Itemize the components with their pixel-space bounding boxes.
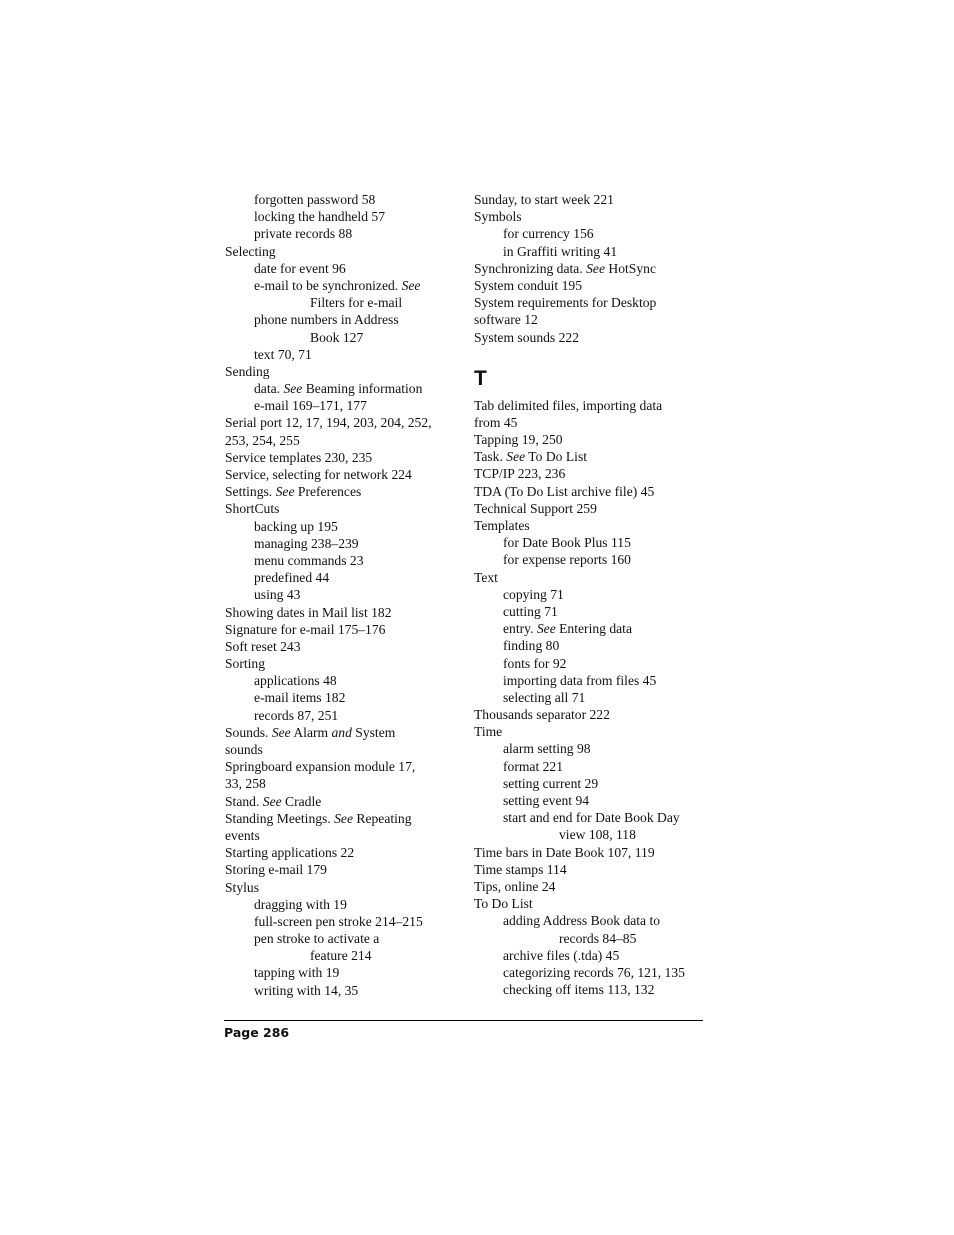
entry-text: backing up 195 xyxy=(254,518,338,534)
entry-text: Showing dates in Mail list 182 xyxy=(225,604,392,620)
index-entry xyxy=(225,655,455,672)
page-number: Page 286 xyxy=(224,1025,290,1040)
entry-text: To Do List xyxy=(474,896,533,912)
entry-text: software 12 xyxy=(474,312,538,328)
index-entry xyxy=(474,260,714,277)
index-entry xyxy=(225,724,455,741)
index-subentry xyxy=(225,380,455,397)
cross-reference-keyword: See xyxy=(271,724,291,740)
index-entry xyxy=(474,414,714,431)
entry-text: Time xyxy=(474,724,503,740)
index-subentry xyxy=(225,569,455,586)
index-subentry xyxy=(474,912,714,929)
entry-text: adding Address Book data to xyxy=(503,913,661,929)
index-subentry xyxy=(474,792,714,809)
index-continuation xyxy=(225,947,455,964)
footer-divider xyxy=(224,1020,703,1021)
entry-text: Technical Support 259 xyxy=(474,500,597,516)
entry-text: Stylus xyxy=(225,879,259,895)
entry-text: locking the handheld 57 xyxy=(254,209,385,225)
index-entry xyxy=(474,208,714,225)
index-subentry xyxy=(474,689,714,706)
index-continuation xyxy=(225,294,455,311)
entry-text: Serial port 12, 17, 194, 203, 204, 252, xyxy=(225,415,432,431)
entry-text: Tab delimited files, importing data xyxy=(474,397,663,413)
entry-text: data. xyxy=(254,381,284,397)
index-entry xyxy=(225,741,455,758)
entry-text: categorizing records 76, 121, 135 xyxy=(503,964,685,980)
entry-text: date for event 96 xyxy=(254,260,346,276)
index-entry xyxy=(225,844,455,861)
entry-text: applications 48 xyxy=(254,673,337,689)
index-entry xyxy=(474,448,714,465)
cross-reference-keyword: See xyxy=(401,277,421,293)
index-entry xyxy=(474,397,714,414)
entry-text: sounds xyxy=(225,742,263,757)
entry-text: fonts for 92 xyxy=(503,655,567,671)
entry-text: dragging with 19 xyxy=(254,896,347,912)
index-entry xyxy=(474,191,714,208)
index-entry xyxy=(225,604,455,621)
index-entry xyxy=(474,569,714,586)
entry-text: Storing e-mail 179 xyxy=(225,862,327,878)
entry-text: Service, selecting for network 224 xyxy=(225,467,412,482)
entry-text: Service templates 230, 235 xyxy=(225,449,373,465)
cross-reference-keyword: See xyxy=(334,810,353,826)
entry-text: Sending xyxy=(225,363,270,379)
entry-text: entry. xyxy=(503,621,537,637)
index-subentry xyxy=(225,397,455,414)
index-subentry xyxy=(225,930,455,947)
entry-text: setting current 29 xyxy=(503,775,599,791)
entry-text: Templates xyxy=(474,518,530,533)
index-subentry xyxy=(474,947,714,964)
index-entry xyxy=(474,294,714,311)
cross-reference-keyword: See xyxy=(506,449,526,465)
entry-text: menu commands 23 xyxy=(254,552,364,568)
index-subentry xyxy=(225,225,455,242)
entry-text: ShortCuts xyxy=(225,501,280,517)
entry-text: Sorting xyxy=(225,656,266,672)
index-column-right xyxy=(474,191,714,998)
entry-text: records 84–85 xyxy=(559,930,637,946)
entry-text: tapping with 19 xyxy=(254,965,340,981)
index-subentry xyxy=(474,586,714,603)
entry-text: Starting applications 22 xyxy=(225,845,355,861)
index-subentry xyxy=(225,672,455,689)
index-entry xyxy=(474,861,714,878)
index-subentry xyxy=(225,689,455,706)
cross-reference-keyword: See xyxy=(283,381,303,397)
index-entry xyxy=(225,758,455,775)
entry-text: Soft reset 243 xyxy=(225,638,301,654)
entry-text: Beaming information xyxy=(302,381,423,397)
index-entry xyxy=(225,861,455,878)
entry-text: cutting 71 xyxy=(503,603,558,619)
index-entry xyxy=(225,466,455,483)
index-entry xyxy=(474,895,714,912)
index-entry xyxy=(225,414,455,431)
index-subentry xyxy=(225,707,455,724)
index-subentry xyxy=(225,964,455,981)
entry-text: Repeating xyxy=(353,810,412,826)
index-subentry xyxy=(225,535,455,552)
entry-text: importing data from files 45 xyxy=(503,672,657,688)
index-subentry xyxy=(474,981,714,998)
entry-text: format 221 xyxy=(503,758,564,774)
entry-text: Tips, online 24 xyxy=(474,878,556,894)
index-entry xyxy=(474,723,714,740)
index-subentry xyxy=(474,534,714,551)
entry-text: archive files (.tda) 45 xyxy=(503,947,620,963)
index-entry xyxy=(225,500,455,517)
index-subentry xyxy=(225,552,455,569)
index-section-s-continued xyxy=(474,191,714,346)
index-entry xyxy=(225,879,455,896)
entry-text: Synchronizing data. xyxy=(474,260,587,276)
entry-text: phone numbers in Address xyxy=(254,312,399,328)
entry-text: Thousands separator 222 xyxy=(474,707,610,723)
entry-text: TCP/IP 223, 236 xyxy=(474,466,566,482)
entry-text: Cradle xyxy=(281,793,322,809)
index-entry xyxy=(474,465,714,482)
entry-text: Text xyxy=(474,569,498,585)
index-subentry xyxy=(474,603,714,620)
entry-text: Filters for e-mail xyxy=(310,295,403,311)
entry-text: writing with 14, 35 xyxy=(254,982,359,998)
entry-text: full-screen pen stroke 214–215 xyxy=(254,913,423,929)
index-subentry xyxy=(474,637,714,654)
index-subentry xyxy=(225,982,455,999)
entry-text: e-mail to be synchronized. xyxy=(254,277,402,293)
entry-text: Task. xyxy=(474,449,507,465)
index-entry xyxy=(474,706,714,723)
index-subentry xyxy=(474,809,714,826)
entry-text: records 87, 251 xyxy=(254,707,339,723)
index-subentry xyxy=(225,260,455,277)
index-entry xyxy=(474,329,714,346)
cross-reference-keyword: See xyxy=(536,621,556,637)
index-subentry xyxy=(474,225,714,242)
entry-text: HotSync xyxy=(605,260,656,276)
entry-text: selecting all 71 xyxy=(503,689,586,705)
index-entry xyxy=(225,793,455,810)
index-entry xyxy=(225,621,455,638)
entry-text: Alarm xyxy=(290,724,332,740)
entry-text: Sunday, to start week 221 xyxy=(474,192,614,207)
entry-text: To Do List xyxy=(525,449,588,465)
entry-text: using 43 xyxy=(254,587,301,603)
entry-text: predefined 44 xyxy=(254,570,330,586)
index-subentry xyxy=(225,191,455,208)
index-continuation xyxy=(225,329,455,346)
entry-text: 253, 254, 255 xyxy=(225,432,300,448)
entry-text: 33, 258 xyxy=(225,776,266,792)
entry-text: Preferences xyxy=(294,484,362,500)
entry-text: Standing Meetings. xyxy=(225,810,335,826)
entry-text: e-mail items 182 xyxy=(254,690,346,706)
entry-text: start and end for Date Book Day xyxy=(503,810,680,826)
entry-text: Entering data xyxy=(555,621,632,637)
index-entry xyxy=(225,775,455,792)
index-entry xyxy=(225,449,455,466)
entry-text: checking off items 113, 132 xyxy=(503,982,655,998)
index-subentry xyxy=(474,551,714,568)
entry-text: Sounds. xyxy=(225,724,272,740)
index-subentry xyxy=(474,964,714,981)
index-subentry xyxy=(474,672,714,689)
entry-text: private records 88 xyxy=(254,226,353,242)
index-subentry xyxy=(474,758,714,775)
entry-text: copying 71 xyxy=(503,586,564,602)
index-subentry xyxy=(474,740,714,757)
index-entry xyxy=(474,431,714,448)
entry-text: events xyxy=(225,827,260,843)
index-subentry xyxy=(225,311,455,328)
index-entry xyxy=(225,638,455,655)
index-continuation xyxy=(474,826,714,843)
index-subentry xyxy=(474,620,714,637)
index-subentry xyxy=(225,586,455,603)
section-letter-heading: T xyxy=(474,366,487,390)
entry-text: forgotten password 58 xyxy=(254,192,376,207)
entry-text: managing 238–239 xyxy=(254,535,359,551)
index-entry xyxy=(225,243,455,260)
index-entry xyxy=(225,810,455,827)
entry-text: alarm setting 98 xyxy=(503,741,591,757)
entry-text: feature 214 xyxy=(310,948,372,964)
entry-text: System requirements for Desktop xyxy=(474,295,657,311)
index-subentry xyxy=(225,208,455,225)
entry-text: System conduit 195 xyxy=(474,277,582,293)
index-entry xyxy=(474,878,714,895)
entry-text: Stand. xyxy=(225,793,263,809)
entry-text: Selecting xyxy=(225,243,276,259)
entry-text: for expense reports 160 xyxy=(503,552,631,568)
entry-text: e-mail 169–171, 177 xyxy=(254,398,367,414)
entry-text: in Graffiti writing 41 xyxy=(503,243,618,259)
index-subentry xyxy=(225,896,455,913)
cross-reference-keyword: See xyxy=(586,260,605,276)
entry-text: Signature for e-mail 175–176 xyxy=(225,621,386,637)
index-subentry xyxy=(225,518,455,535)
cross-reference-keyword: See xyxy=(262,793,282,809)
index-subentry xyxy=(225,346,455,363)
entry-text: Symbols xyxy=(474,209,522,225)
entry-text: System sounds 222 xyxy=(474,329,579,345)
index-entry xyxy=(474,500,714,517)
entry-text: for currency 156 xyxy=(503,226,594,242)
index-subentry xyxy=(474,243,714,260)
index-continuation xyxy=(474,930,714,947)
index-entry xyxy=(225,363,455,380)
entry-text: Springboard expansion module 17, xyxy=(225,759,416,775)
entry-text: pen stroke to activate a xyxy=(254,931,380,947)
cross-reference-keyword: See xyxy=(275,484,295,500)
index-entry xyxy=(474,483,714,500)
index-entry xyxy=(225,827,455,844)
index-entry xyxy=(474,844,714,861)
entry-text: finding 80 xyxy=(503,638,560,654)
index-column-left xyxy=(225,191,455,999)
index-entry xyxy=(225,483,455,500)
entry-text: text 70, 71 xyxy=(254,346,312,362)
index-subentry xyxy=(225,277,455,294)
entry-text: Tapping 19, 250 xyxy=(474,432,563,448)
entry-text: Settings. xyxy=(225,484,276,500)
cross-reference-keyword: and xyxy=(331,724,352,740)
index-subentry xyxy=(474,655,714,672)
entry-text: view 108, 118 xyxy=(559,827,636,843)
entry-text: setting event 94 xyxy=(503,793,590,808)
index-entry xyxy=(474,311,714,328)
entry-text: Time stamps 114 xyxy=(474,861,567,877)
entry-text: System xyxy=(351,724,396,740)
index-entry xyxy=(474,517,714,534)
index-entry xyxy=(225,432,455,449)
entry-text: TDA (To Do List archive file) 45 xyxy=(474,483,655,499)
index-subentry xyxy=(225,913,455,930)
index-section-t xyxy=(474,397,714,999)
index-entry xyxy=(474,277,714,294)
index-subentry xyxy=(474,775,714,792)
entry-text: Time bars in Date Book 107, 119 xyxy=(474,844,655,860)
entry-text: from 45 xyxy=(474,414,518,430)
entry-text: Book 127 xyxy=(310,329,364,345)
entry-text: for Date Book Plus 115 xyxy=(503,535,631,551)
